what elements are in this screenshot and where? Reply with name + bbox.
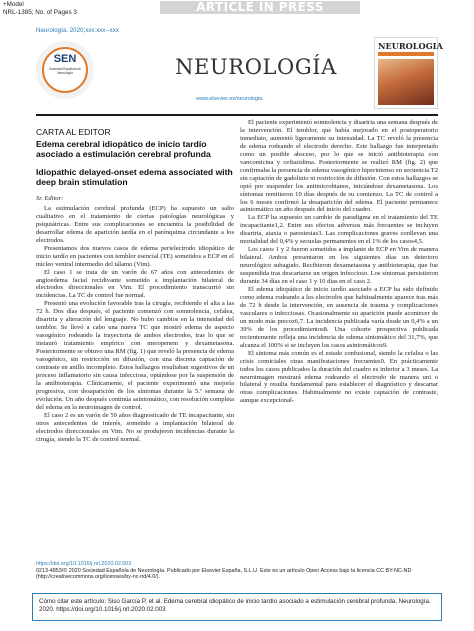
salutation: Sr. Editor:	[36, 195, 64, 202]
cover-title: NEUROLOGIA	[378, 41, 443, 51]
article-metadata	[3, 1, 77, 16]
body-paragraph: El edema idiopático de inicio tardío asociado a ECP ha sido definido como edema rodeando a los electrodos que habitualmente aparece tras más de 72 h desde la intervención, en ausencia de trauma y complicaciones vasculares o infecciosas. Ocasionalmente su aparición puede acontecer de un modo más precoz6,7. La incidencia publicada varía desde un 0,4% a un 39% de los procedimientos8. Una cohorte prospectiva publicada recientemente refleja una incidencia de edema sintomático del 31,7%, que alcanza el 100% si se incluyen los casos asintomáticos9.	[240, 286, 438, 349]
cover-band	[378, 52, 434, 56]
model-label: +Model	[3, 1, 24, 8]
body-paragraph: El caso 2 es un varón de 59 años diagnosticado de TE incapacitante, sin otros antecedentes de interés, sometido a implantación bilateral de electrodos direccionales en Vim. No se produjeron incidencias durante la cirugía, siendo la TC de control normal.	[36, 411, 234, 443]
article-title-english: Idiopathic delayed-onset edema associated with deep brain stimulation	[36, 167, 233, 187]
article-in-press-banner	[160, 1, 360, 14]
journal-url-link[interactable]: www.elsevier.es/neurologia	[196, 96, 263, 102]
body-paragraph: El paciente experimentó somnolencia y disartria una semana después de la intervención. El temblor, que había mejorado en el postoperatorio inmediato, aumentó ligeramente su intensidad. La TC reveló la presencia de edema rodeando el electrodo derecho. Este hallazgo fue interpretado como un posible absceso, por lo que se inició antibioterapia con vancomicina y ceftazidima. Posteriormente se realizó RM (fig. 2) que confirmaba la presencia de edema vasogénico hiperintenso en secuencia T2 sin captación de gadolinio ni restricción de difusión. Con estos hallazgos se optó por suspender los antimicrobianos, iniciándose dexametasona. Los síntomas remitieron 10 días después de su comienzo. La TC de control a los 6 meses confirmó la desaparición del edema. El paciente permanece asintomático un año después del inicio del cuadro.	[240, 119, 438, 214]
left-column	[36, 119, 234, 444]
logo-text: SEN	[53, 53, 77, 65]
article-header-bar	[0, 0, 474, 20]
body-paragraph: La ECP ha supuesto un cambio de paradigma en el tratamiento del TE incapacitante1,2. Entre sus efectos adversos más frecuentes se incluyen disartria, ataxia o parestesias3. Las complicaciones graves conllevan una mortalidad del 0,4% y secuelas permanentes en el 1% de los casos4,5.	[240, 214, 438, 246]
right-column	[240, 119, 438, 405]
journal-reference: Neurología. 2020;xxx:xxx--xxx	[36, 27, 119, 34]
citation-box	[32, 593, 442, 621]
body-paragraph: El caso 1 se trata de un varón de 67 años con antecedentes de angioedema facial recidivante sometido a implantación bilateral de electrodos direccionales en Vim. El procedimiento transcurrió sin incidencias. La TC de control fue normal.	[36, 268, 234, 300]
banner-text: ARTICLE IN PRESS	[196, 0, 324, 14]
society-logo	[36, 41, 94, 99]
page-count: NRL-1385; No. of Pages 3	[3, 8, 77, 16]
body-paragraph: Presentamos dos nuevos casos de edema perielectrodo idiopático de inicio tardío en pacientes con temblor esencial (TE) sometidos a ECP en el núcleo ventral intermedio del tálamo (Vim).	[36, 244, 234, 268]
body-paragraph: El síntoma más común es el estado confusional, siendo la cefalea o las crisis comiciales otras manifestaciones frecuentes9. En prácticamente todos los casos publicados la duración del cuadro es inferior a 3 meses. La neuroimagen mostrará edema rodeando el electrodo de manera uni o bilateral y resulta fundamental para establecer el diagnóstico y descartar otras complicaciones. Habitualmente no existe captación de contraste, aunque excepcional-	[240, 349, 438, 405]
citation-text: Cómo citar este artículo: Siso García P, et al. Edema cerebral idiopático de inicio tardío asociado a estimulación cerebral profunda. Neurología. 2020. https://doi.org/10.1016/j.nrl.2020.02.003	[39, 598, 431, 613]
section-label: CARTA AL EDITOR	[36, 127, 111, 137]
journal-masthead	[36, 37, 443, 110]
section-divider	[36, 114, 438, 116]
article-footer	[36, 561, 438, 581]
doi-link[interactable]: https://doi.org/10.1016/j.nrl.2020.02.003	[36, 561, 132, 567]
cover-image	[378, 59, 434, 105]
journal-cover-thumbnail	[374, 37, 443, 109]
body-paragraph: Presentó una evolución favorable tras la cirugía, recibiendo el alta a las 72 h. Dos días después, el paciente comenzó con somnolencia, cefalea, disartria y alteración del lenguaje. No hubo cambios en la intensidad del temblor. Se llevó a cabo una nueva TC que mostró edema de aspecto vasogénico rodeando la trayectoria de ambos electrodos, tras lo que se instauró tratamiento empírico con meropenem y dexametasona. Posteriormente se obtuvo una RM (fig. 1) que reveló la presencia de edema vasogénico, sin restricción en difusión, con una discreta captación de contraste en anillo incompleto. Estos hallazgos resultaban sugestivos de un proceso inflamatorio sin causa infecciosa, optándose por la suspensión de la antibioterapia. Clínicamente, el paciente experimentó una mejoría progresiva, con desaparición de los síntomas durante la 5.ª semana de evolución. Un año después continúa asintomático, con resolución completa del edema en la neuroimagen de control.	[36, 300, 234, 411]
logo-subtext: Sociedad Española de Neurología	[49, 67, 81, 75]
body-paragraph: La estimulación cerebral profunda (ECP) ha supuesto un salto cualitativo en el tratamiento de ciertas patologías neurológicas y psiquiátricas. Entre sus complicaciones se encuentra la posibilidad de desarrollar edema de aparición tardía en el parénquima circundante a los electrodos.	[36, 204, 234, 244]
body-paragraph: Los casos 1 y 2 fueron sometidos a implante de ECP en Vim de manera bilateral. Ambos presentaron en los siguientes días un deterioro neurológico subagudo. Recibieron dexametasona y antibioterapia, que fue suspendida tras descartarse un origen infeccioso. Los síntomas persistieron durante 34 días en el caso 1 y 10 días en el caso 2.	[240, 246, 438, 286]
license-text: 0213-4853/© 2020 Sociedad Española de Neurología. Publicado por Elsevier España, S.L.U. Este es un artículo Open Access bajo la licencia CC BY-NC-ND (http://creativecommons.org/licenses/by-nc-nd/4.0/).	[36, 567, 412, 581]
journal-title: NEUROLOGÍA	[175, 55, 337, 79]
article-title-spanish: Edema cerebral idiopático de inicio tardío asociado a estimulación cerebral profunda	[36, 139, 211, 159]
